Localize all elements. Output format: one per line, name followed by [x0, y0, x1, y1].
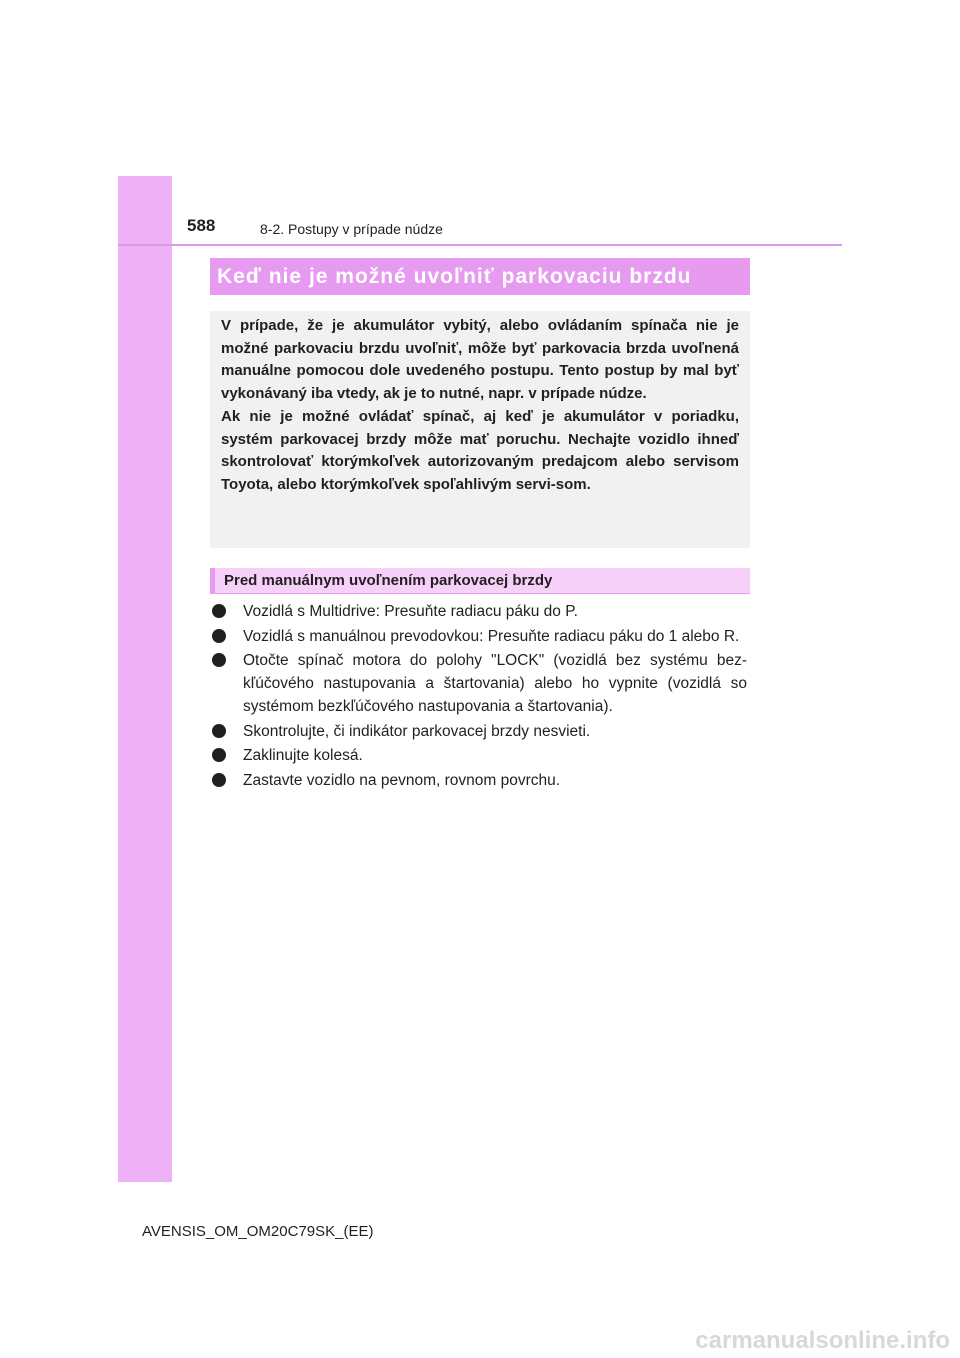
- document-code: AVENSIS_OM_OM20C79SK_(EE): [142, 1223, 374, 1240]
- list-item-text: Zaklinujte kolesá.: [243, 747, 363, 764]
- intro-paragraph: Ak nie je možné ovládať spínač, aj keď je akumulátor v poriadku, systém parkovacej brzdy môže mať poruchu. Nechajte vozidlo ihneď skontrolovať ktorýmkoľvek autorizovaným predajcom alebo servisom Toyota, alebo ktorýmkoľvek spoľahlivým servi-som.: [221, 407, 739, 493]
- list-item-text: Vozidlá s Multidrive: Presuňte radiacu páku do P.: [243, 603, 578, 620]
- bullet-icon: [212, 773, 226, 787]
- bullet-icon: [212, 653, 226, 667]
- chapter-title: 8-2. Postupy v prípade núdze: [260, 221, 443, 237]
- bullet-list: [212, 600, 747, 793]
- watermark: carmanualsonline.info: [695, 1327, 950, 1354]
- intro-paragraph: V prípade, že je akumulátor vybitý, alebo ovládaním spínača nie je možné parkovaciu brzdu uvoľniť, môže byť parkovacia brzda uvoľnená manuálne pomocou dole uvedeného postupu. Tento postup by mal byť vykonávaný iba vtedy, ak je to nutné, napr. v prípade núdze.: [221, 317, 739, 403]
- list-item-text: Vozidlá s manuálnou prevodovkou: Presuňte radiacu páku do 1 alebo R.: [243, 627, 740, 645]
- list-item: [212, 625, 747, 648]
- subsection-title: Pred manuálnym uvoľnením parkovacej brzdy: [210, 568, 750, 594]
- bullet-icon: [212, 604, 226, 618]
- list-item: [212, 720, 747, 743]
- list-item: [212, 744, 747, 767]
- list-item: [212, 600, 747, 623]
- list-item-text: Otočte spínač motora do polohy "LOCK" (vozidlá bez systému bez-kľúčového nastupovania a štartovania) alebo ho vypnite (vozidlá so systémom bezkľúčového nastupovania a štartovania).: [243, 652, 747, 715]
- bullet-icon: [212, 748, 226, 762]
- bullet-icon: [212, 724, 226, 738]
- section-title: Keď nie je možné uvoľniť parkovaciu brzdu: [210, 258, 750, 295]
- page-number: 588: [187, 216, 216, 235]
- list-item-text: Zastavte vozidlo na pevnom, rovnom povrchu.: [243, 771, 561, 789]
- list-item: [212, 769, 747, 792]
- list-item: [212, 649, 747, 718]
- bullet-icon: [212, 629, 226, 643]
- list-item-text: Skontrolujte, či indikátor parkovacej brzdy nesvieti.: [243, 722, 591, 740]
- intro-box: [210, 311, 750, 548]
- side-tab-strip: [118, 176, 172, 1182]
- header-divider: [118, 244, 842, 246]
